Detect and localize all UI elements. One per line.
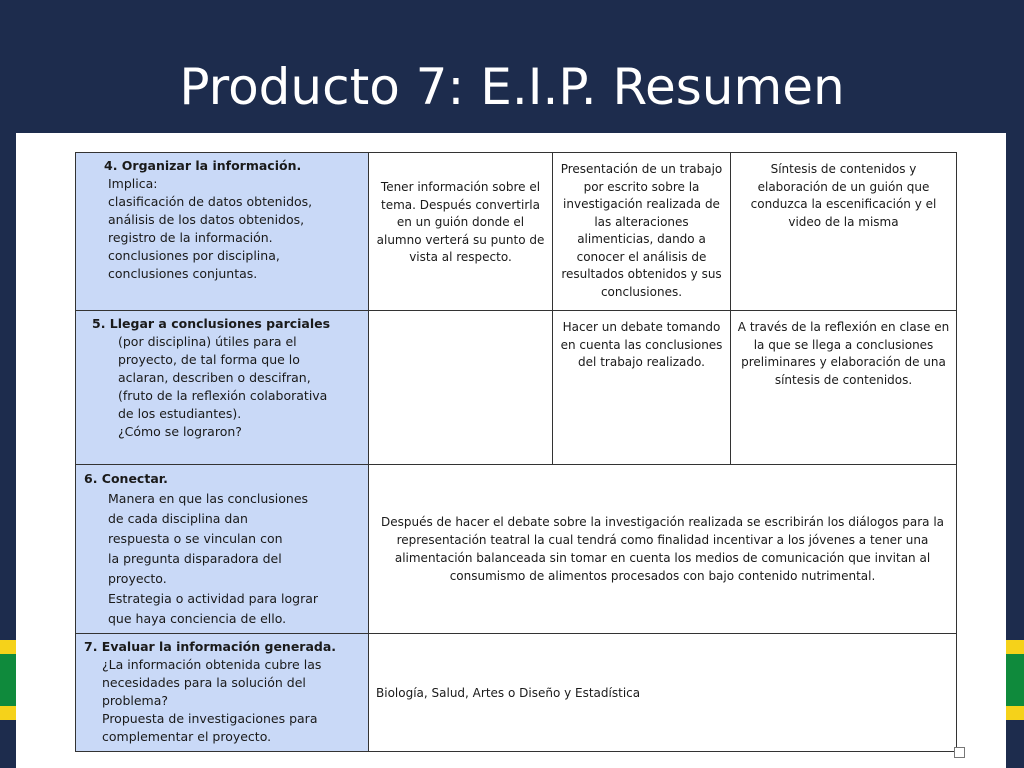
row-text-line: (por disciplina) útiles para el [118,334,297,349]
table-row [76,153,957,311]
table-cell: Presentación de un trabajo por escrito sobre la investigación realizada de las alteraciones alimenticias, dando a conocer el análisis de resultados obtenidos y sus conclusiones. [553,153,731,311]
row-text-line: respuesta o se vinculan con [108,531,283,546]
row-text-line: proyecto. [108,571,167,586]
row-label-cell [76,153,369,311]
row-text-line: ¿La información obtenida cubre las [102,657,322,672]
table-cell: Síntesis de contenidos y elaboración de un guión que conduzca la escenificación y el video de la misma [731,153,957,311]
slide-title: Producto 7: E.I.P. Resumen [179,58,845,116]
row-text-line: aclaran, describen o descifran, [118,370,311,385]
row-text-line: registro de la información. [108,230,273,245]
row-text-line: de cada disciplina dan [108,511,248,526]
document-sheet [16,133,1006,768]
row-text-line: ¿Cómo se lograron? [118,424,242,439]
row-text-line: la pregunta disparadora del [108,551,282,566]
row-text-line: Implica: [108,176,158,191]
row-text-line: conclusiones conjuntas. [108,266,258,281]
row-heading: 6. Conectar. [84,471,168,486]
row-heading: 5. Llegar a conclusiones parciales [92,316,331,331]
row-label-cell [76,311,369,465]
row-text-line: Propuesta de investigaciones para [102,711,318,726]
table-cell: A través de la reflexión en clase en la que se llega a conclusiones preliminares y elaboración de una síntesis de contenidos. [731,311,957,465]
row-text-line: clasificación de datos obtenidos, [108,194,313,209]
merged-cell: Biología, Salud, Artes o Diseño y Estadística [369,634,957,752]
table-row [76,311,957,465]
row-text-line: de los estudiantes). [118,406,242,421]
row-text-line: proyecto, de tal forma que lo [118,352,300,367]
row-text-line: que haya conciencia de ello. [108,611,287,626]
row-text-line: complementar el proyecto. [102,729,272,744]
row-text-line: necesidades para la solución del [102,675,306,690]
row-text-line: conclusiones por disciplina, [108,248,280,263]
row-text-line: problema? [102,693,169,708]
merged-cell: Después de hacer el debate sobre la investigación realizada se escribirán los diálogos para la representación teatral la cual tendrá como finalidad incentivar a los jóvenes a tener una alimentación balanceada sin tomar en cuenta los medios de comunicación que invitan al consumismo de alimentos procesados con bajo contenido nutrimental. [369,465,957,634]
square-marker-icon [954,747,965,758]
row-text-line: Manera en que las conclusiones [108,491,309,506]
row-label-cell [76,634,369,752]
table-cell: Hacer un debate tomando en cuenta las conclusiones del trabajo realizado. [553,311,731,465]
row-text-line: (fruto de la reflexión colaborativa [118,388,328,403]
table-cell-empty [369,311,553,465]
row-label-cell [76,465,369,634]
row-text-line: Estrategia o actividad para lograr [108,591,319,606]
table-cell: Tener información sobre el tema. Después convertirla en un guión donde el alumno verterá su punto de vista al respecto. [369,153,553,311]
table-row [76,634,957,752]
summary-table [75,152,957,752]
row-heading: 4. Organizar la información. [104,158,302,173]
row-heading: 7. Evaluar la información generada. [84,639,337,654]
row-text-line: análisis de los datos obtenidos, [108,212,305,227]
table-row [76,465,957,634]
